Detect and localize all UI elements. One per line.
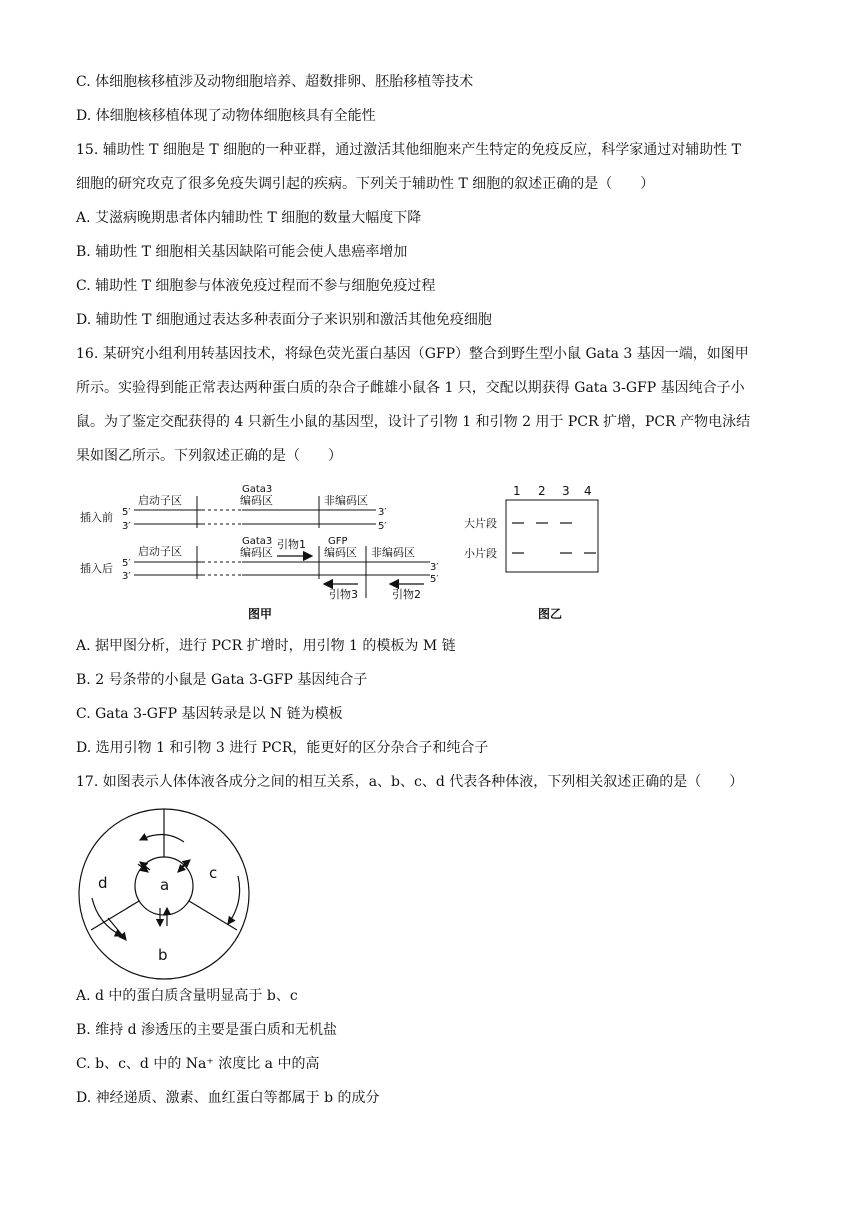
coding-label-after: 编码区 — [240, 546, 273, 559]
q15-stem-line1: 15. 辅助性 T 细胞是 T 细胞的一种亚群，通过激活其他细胞来产生特定的免疫反应，科学家通过对辅助性 T — [76, 142, 741, 158]
q17-option-a: A. d 中的蛋白质含量明显高于 b、c — [76, 988, 298, 1004]
body-fluid-diagram — [76, 806, 252, 982]
q16-stem-line4: 果如图乙所示。下列叙述正确的是（ ） — [76, 448, 342, 464]
coding-label-gfp: 编码区 — [324, 546, 357, 559]
noncoding-label-before: 非编码区 — [324, 494, 368, 507]
gfp-label: GFP — [328, 536, 348, 547]
strand-5-bottom-before: 5′ — [378, 521, 387, 532]
small-fragment-label: 小片段 — [464, 547, 497, 560]
fluid-a-label: a — [160, 876, 170, 894]
q14-option-c: C. 体细胞核移植涉及动物细胞培养、超数排卵、胚胎移植等技术 — [76, 74, 474, 90]
q16-stem-line3: 鼠。为了鉴定交配获得的 4 只新生小鼠的基因型，设计了引物 1 和引物 2 用于 PCR 扩增，PCR 产物电泳结 — [76, 414, 751, 430]
figure-jia-caption: 图甲 — [248, 607, 273, 621]
q15-option-c: C. 辅助性 T 细胞参与体液免疫过程而不参与细胞免疫过程 — [76, 278, 436, 294]
q14-option-d: D. 体细胞核移植体现了动物体细胞核具有全能性 — [76, 108, 376, 124]
q16-option-c: C. Gata 3-GFP 基因转录是以 N 链为模板 — [76, 706, 343, 722]
label-before: 插入前 — [80, 511, 113, 524]
q17-option-d: D. 神经递质、激素、血红蛋白等都属于 b 的成分 — [76, 1090, 380, 1106]
q16-stem-line1: 16. 某研究小组利用转基因技术，将绿色荧光蛋白基因（GFP）整合到野生型小鼠 Gata 3 基因一端，如图甲 — [76, 346, 749, 362]
strand-3-bottom-after: 3′ — [122, 571, 131, 582]
noncoding-label-after: 非编码区 — [371, 546, 415, 559]
gata3-label-before: Gata3 — [242, 484, 273, 495]
lane-2-label: 2 — [538, 484, 546, 498]
primer3-label: 引物3 — [329, 588, 358, 601]
strand-3-bottom-before: 3′ — [122, 521, 131, 532]
label-after: 插入后 — [80, 562, 113, 575]
lane-1-label: 1 — [513, 484, 521, 498]
strand-3-top-after-visible: 3′ — [430, 562, 439, 573]
fluid-b-label: b — [158, 946, 168, 964]
promoter-label-after: 启动子区 — [138, 545, 182, 558]
q15-option-d: D. 辅助性 T 细胞通过表达多种表面分子来识别和激活其他免疫细胞 — [76, 312, 492, 328]
fluid-c-label: c — [209, 864, 218, 882]
fluid-d-label: d — [98, 874, 108, 892]
q15-stem-line2: 细胞的研究攻克了很多免疫失调引起的疾病。下列关于辅助性 T 细胞的叙述正确的是（ ） — [76, 176, 655, 192]
figure-yi — [456, 480, 616, 626]
q17-option-c: C. b、c、d 中的 Na⁺ 浓度比 a 中的高 — [76, 1056, 320, 1072]
strand-3-top-before: 3′ — [378, 507, 387, 518]
q15-option-b: B. 辅助性 T 细胞相关基因缺陷可能会使人患癌率增加 — [76, 244, 408, 260]
lane-3-label: 3 — [562, 484, 570, 498]
q16-option-b: B. 2 号条带的小鼠是 Gata 3-GFP 基因纯合子 — [76, 672, 368, 688]
q15-option-a: A. 艾滋病晚期患者体内辅助性 T 细胞的数量大幅度下降 — [76, 210, 422, 226]
q17-stem: 17. 如图表示人体体液各成分之间的相互关系，a、b、c、d 代表各种体液，下列相关叙述正确的是（ ） — [76, 774, 744, 790]
strand-5-bottom-after: 5′ — [430, 574, 439, 585]
primer2-label: 引物2 — [392, 588, 421, 601]
q17-option-b: B. 维持 d 渗透压的主要是蛋白质和无机盐 — [76, 1022, 338, 1038]
gata3-label-after: Gata3 — [242, 536, 273, 547]
strand-5-top-after: 5′ — [122, 558, 131, 569]
promoter-label-before: 启动子区 — [138, 494, 182, 507]
q16-option-a: A. 据甲图分析，进行 PCR 扩增时，用引物 1 的模板为 M 链 — [76, 638, 456, 654]
primer1-label: 引物1 — [277, 538, 306, 551]
coding-label-before: 编码区 — [240, 494, 273, 507]
q16-stem-line2: 所示。实验得到能正常表达两种蛋白质的杂合子雌雄小鼠各 1 只，交配以期获得 Gata 3-GFP 基因纯合子小 — [76, 380, 745, 396]
lane-4-label: 4 — [584, 484, 592, 498]
large-fragment-label: 大片段 — [464, 517, 497, 530]
strand-5-top-before: 5′ — [122, 507, 131, 518]
q16-option-d: D. 选用引物 1 和引物 3 进行 PCR，能更好的区分杂合子和纯合子 — [76, 740, 489, 756]
figure-jia — [76, 478, 439, 626]
figure-yi-caption: 图乙 — [538, 607, 563, 621]
